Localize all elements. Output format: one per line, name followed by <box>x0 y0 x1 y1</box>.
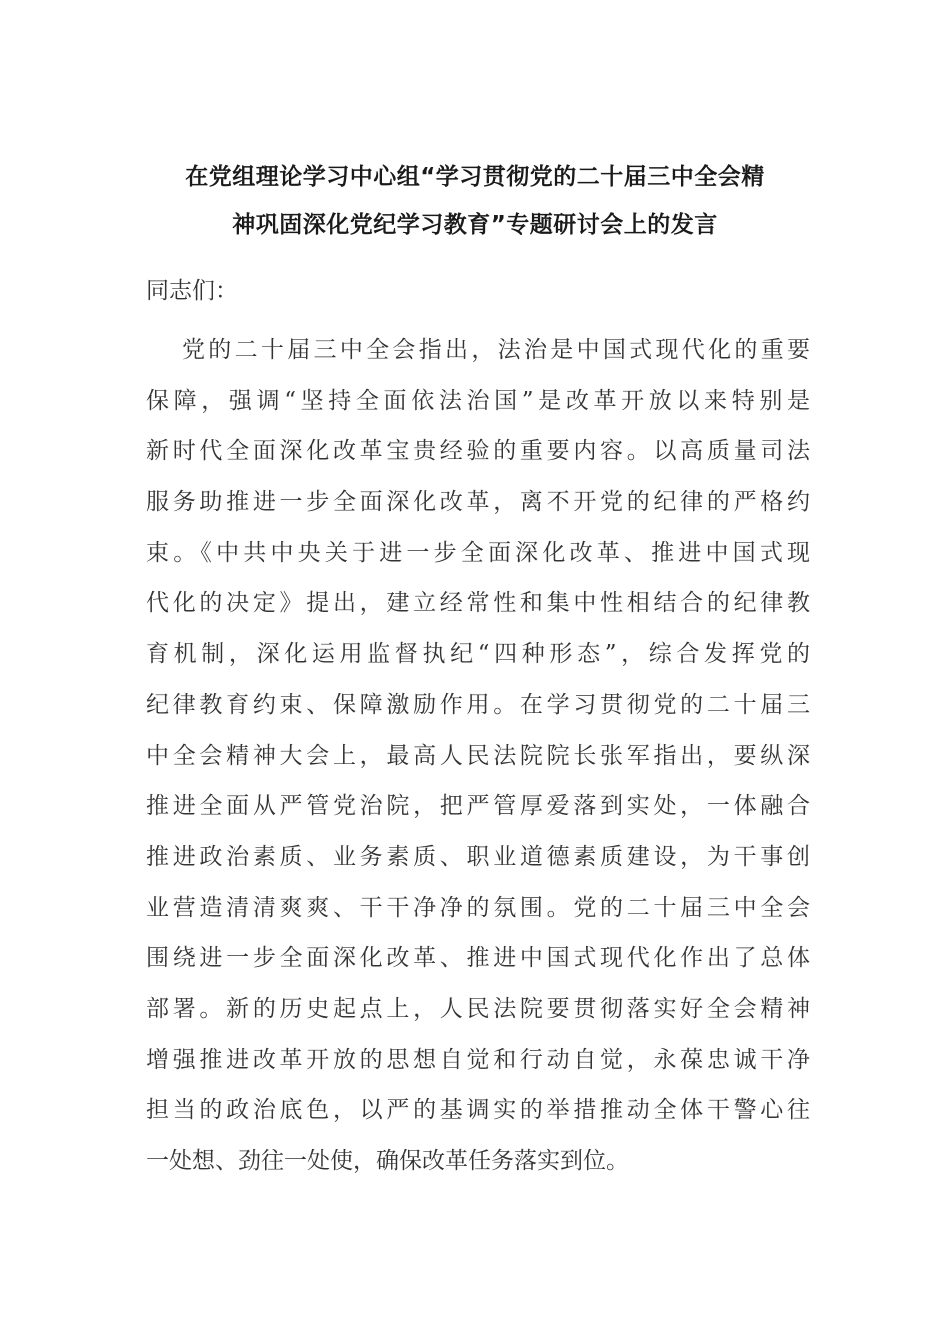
paragraph-line: 中全会精神大会上，最高人民法院院长张军指出，要纵深 <box>146 742 810 769</box>
paragraph-line: 党的二十届三中全会指出，法治是中国式现代化的重要 <box>182 337 810 363</box>
paragraph-line: 担当的政治底色，以严的基调实的举措推动全体干警心往 <box>146 1097 810 1124</box>
paragraph-line: 推进政治素质、业务素质、职业道德素质建设，为干事创 <box>146 843 810 870</box>
document-title-line-2: 神巩固深化党纪学习教育”专题研讨会上的发言 <box>232 212 718 238</box>
paragraph-line: 束。《中共中央关于进一步全面深化改革、推进中国式现 <box>146 539 810 566</box>
document-title-line-1: 在党组理论学习中心组“学习贯彻党的二十届三中全会精 <box>185 164 765 190</box>
paragraph-line: 育机制，深化运用监督执纪“四种形态”，综合发挥党的 <box>146 641 810 668</box>
body-paragraph <box>146 325 810 1187</box>
paragraph-line: 保障，强调“坚持全面依法治国”是改革开放以来特别是 <box>146 387 810 414</box>
paragraph-line: 服务助推进一步全面深化改革，离不开党的纪律的严格约 <box>146 489 810 516</box>
paragraph-line: 推进全面从严管党治院，把严管厚爱落到实处，一体融合 <box>146 793 810 820</box>
paragraph-line: 纪律教育约束、保障激励作用。在学习贯彻党的二十届三 <box>146 691 810 718</box>
paragraph-line: 一处想、劲往一处使，确保改革任务落实到位。 <box>146 1148 629 1174</box>
greeting: 同志们： <box>146 278 238 304</box>
paragraph-line: 部署。新的历史起点上，人民法院要贯彻落实好全会精神 <box>146 995 810 1022</box>
paragraph-line: 代化的决定》提出，建立经常性和集中性相结合的纪律教 <box>146 590 810 617</box>
paragraph-line: 业营造清清爽爽、干干净净的氛围。党的二十届三中全会 <box>146 894 810 921</box>
paragraph-line: 围绕进一步全面深化改革、推进中国式现代化作出了总体 <box>146 945 810 972</box>
paragraph-line: 新时代全面深化改革宝贵经验的重要内容。以高质量司法 <box>146 438 810 465</box>
paragraph-line: 增强推进改革开放的思想自觉和行动自觉，永葆忠诚干净 <box>146 1046 810 1073</box>
